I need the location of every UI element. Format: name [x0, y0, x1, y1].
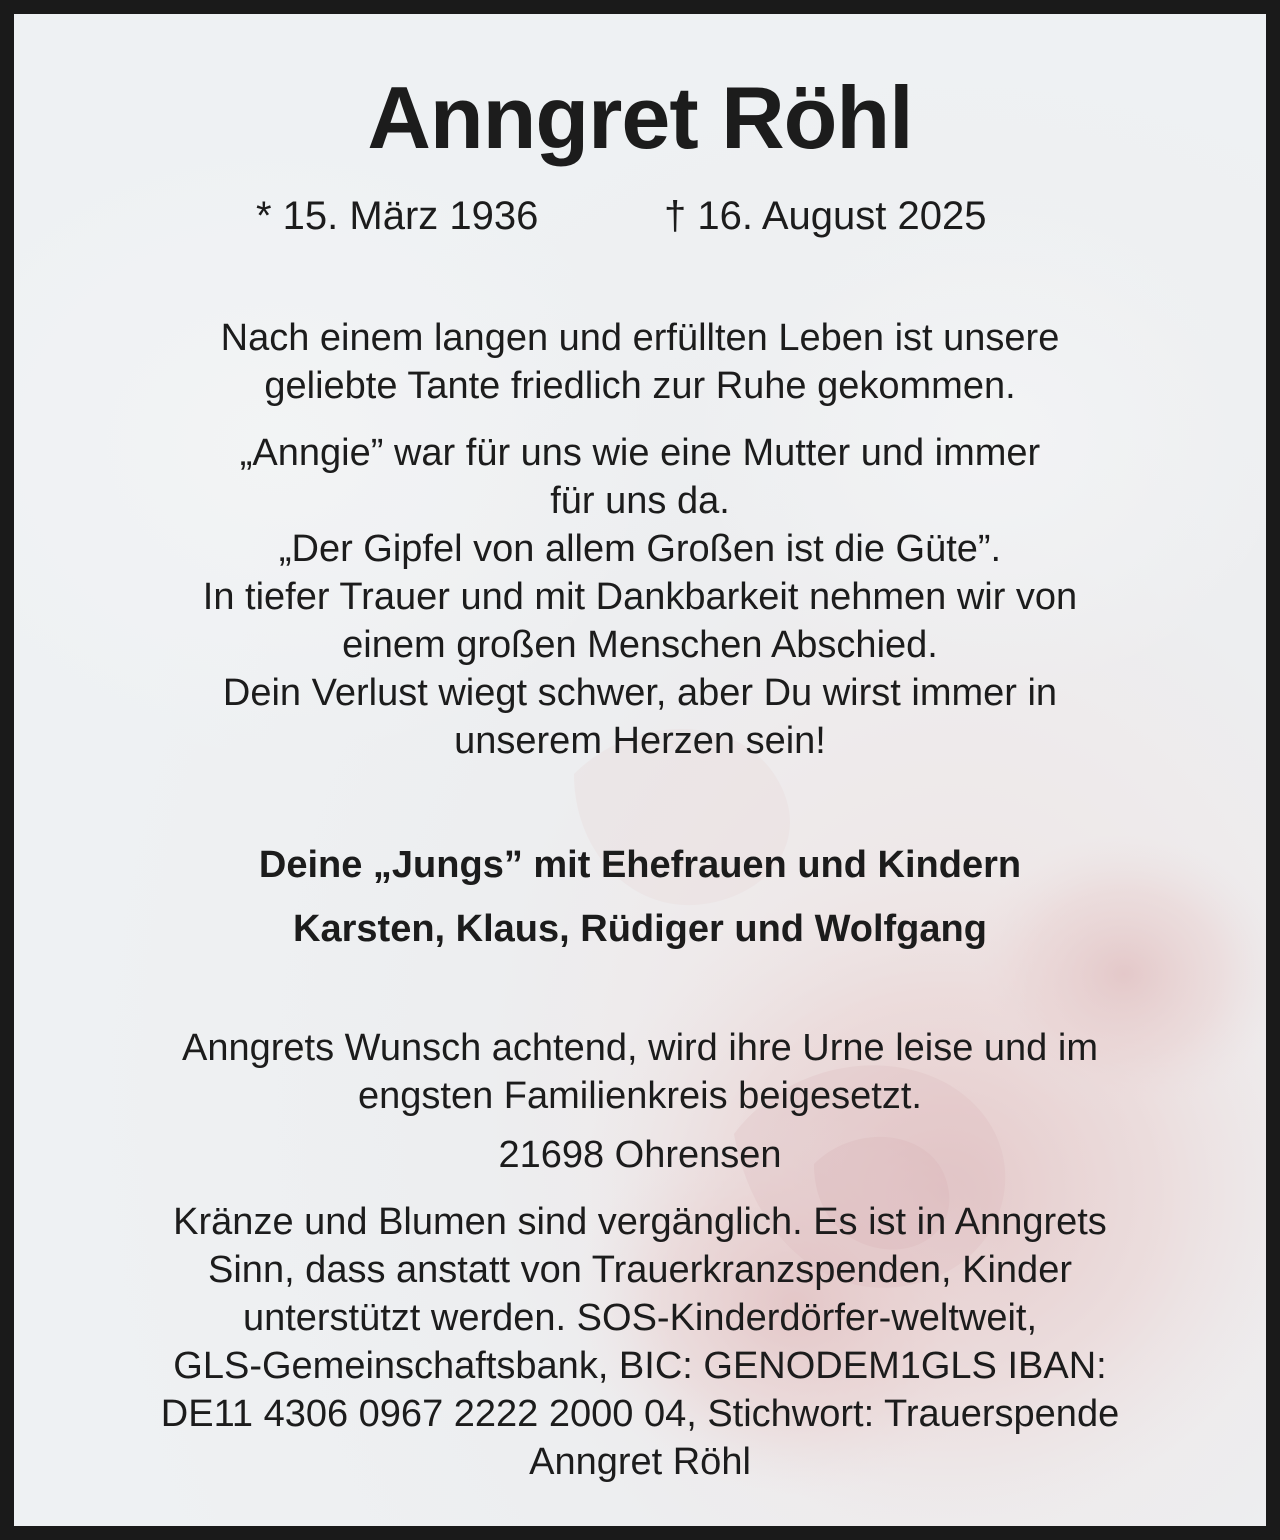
- burial-text: Anngrets Wunsch achtend, wird ihre Urne leise und im engsten Familienkreis beigesetzt.: [182, 1027, 1098, 1117]
- deceased-name: Anngret Röhl: [367, 68, 913, 167]
- death-date: † 16. August 2025: [664, 194, 987, 238]
- intro-text: Nach einem langen und erfüllten Leben ist unsere geliebte Tante friedlich zur Ruhe gekommen.: [220, 317, 1060, 407]
- notice-content: [14, 14, 1266, 1526]
- signature-family: Deine „Jungs” mit Ehefrauen und Kindern: [258, 844, 1022, 886]
- memorial-text: „Anngie” war für uns wie eine Mutter und immer für uns da. „Der Gipfel von allem Großen ist die Güte”. In tiefer Trauer und mit Dankbarkeit nehmen wir von einem großen Menschen Abschied. Dein Verlust wiegt schwer, aber Du wirst immer in unserem Herzen sein!: [202, 432, 1078, 762]
- place-text: 21698 Ohrensen: [498, 1134, 782, 1176]
- donation-text: Kränze und Blumen sind vergänglich. Es ist in Anngrets Sinn, dass anstatt von Trauerkranzspenden, Kinder unterstützt werden. SOS-Kinderdörfer-weltweit, GLS-Gemeinschaftsbank, BIC: GENODEM1GLS IBAN: DE11 4306 0967 2222 2000 04, Stichwort: Trauerspende Anngret Röhl: [160, 1201, 1120, 1483]
- signature-names: Karsten, Klaus, Rüdiger und Wolfgang: [293, 908, 987, 950]
- birth-date: * 15. März 1936: [256, 194, 539, 238]
